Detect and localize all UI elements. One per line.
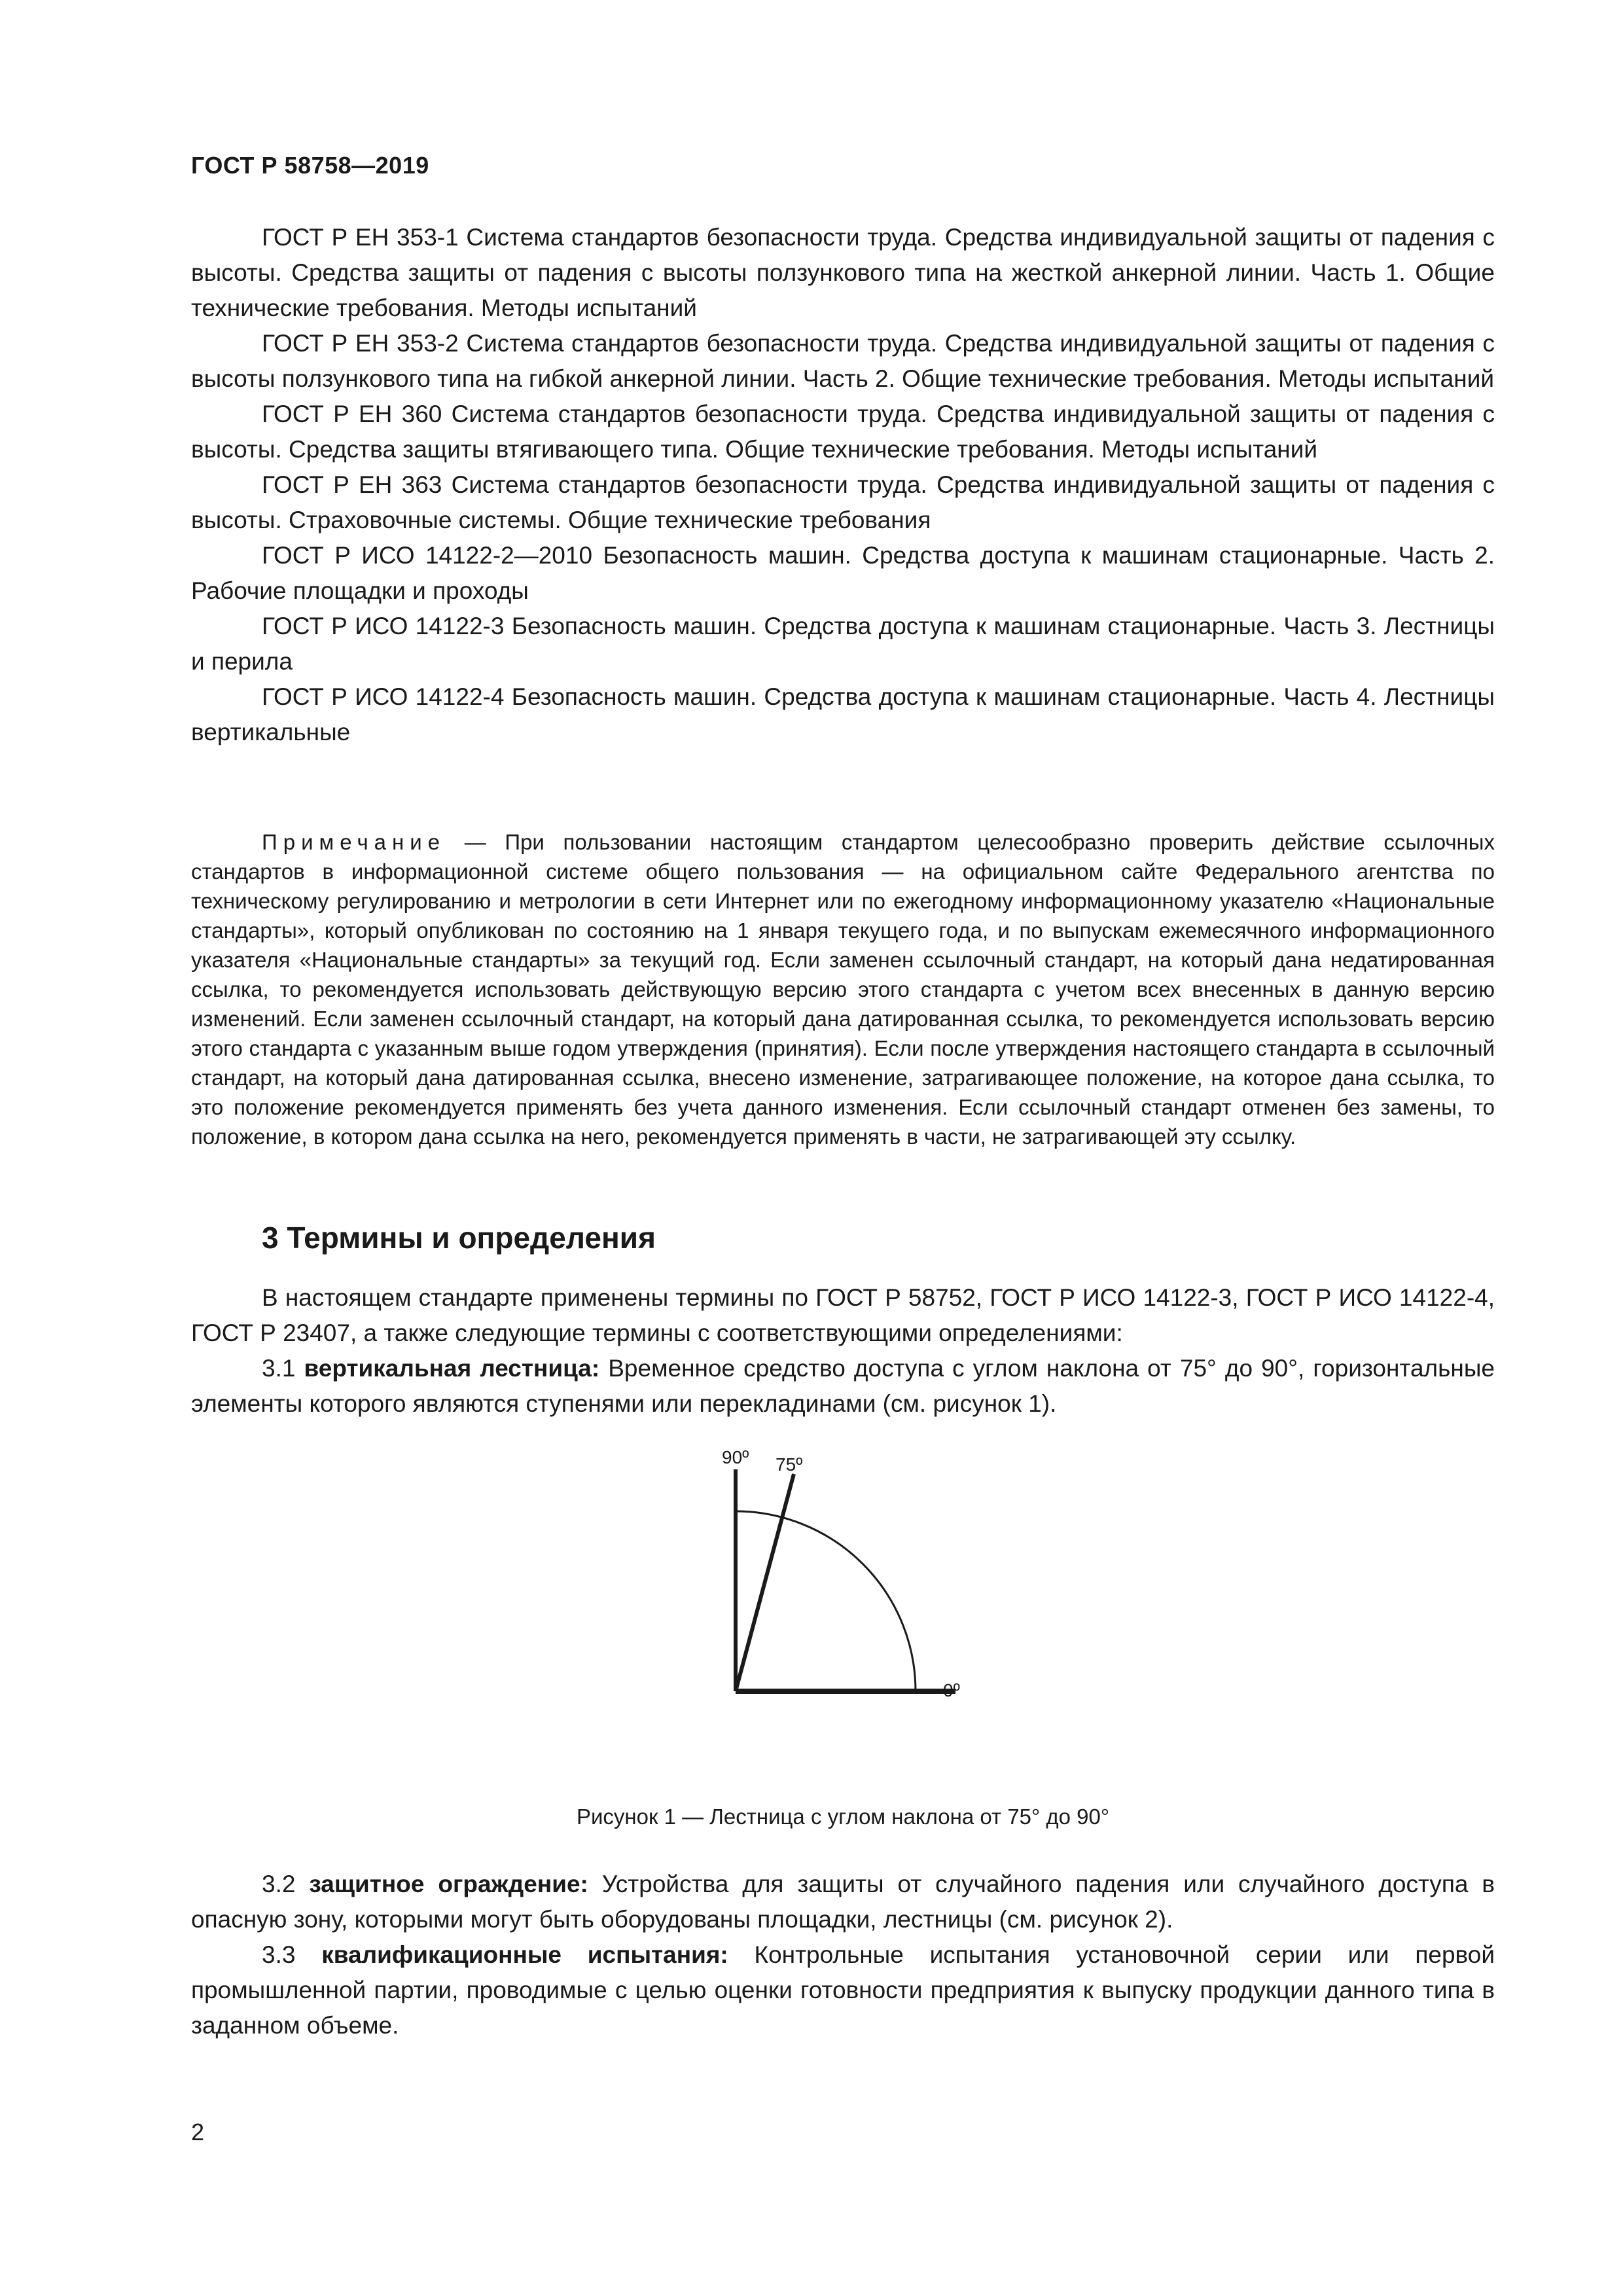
figure-ladder-angle (687, 1443, 982, 1770)
angle-0-label: 0º (943, 1680, 960, 1700)
term-item (191, 1351, 1495, 1422)
section-intro: В настоящем стандарте применены термины по ГОСТ Р 58752, ГОСТ Р ИСО 14122-3, ГОСТ Р ИСО 14122-4, ГОСТ Р 23407, а также следующие термины с соответствующими определениями: (191, 1284, 1495, 1346)
note-paragraph (191, 827, 1495, 1151)
term-name: защитное ограждение: (309, 1871, 588, 1897)
document-header: ГОСТ Р 58758—2019 (191, 152, 429, 179)
reference-title: Безопасность машин. Средства доступа к машинам стационарные. Часть 4. Лестницы вертикальные (191, 683, 1495, 745)
references-list (191, 220, 1495, 750)
reference-code: ГОСТ Р ИСО 14122-2—2010 (262, 542, 593, 569)
note-text: — При пользовании настоящим стандартом целесообразно проверить действие ссылочных стандартов в информационной системе общего пользования — на официальном сайте Федерального агентства по техническому регулированию и метрологии в сети Интернет или по ежегодному информационному указателю «Национальные стандарты», который опубликован по состоянию на 1 января текущего года, и по выпускам ежемесячного информационного указателя «Национальные стандарты» за текущий год. Если заменен ссылочный стандарт, на который дана недатированная ссылка, то рекомендуется использовать действующую версию этого стандарта с учетом всех внесенных в данную версию изменений. Если заменен ссылочный стандарт, на который дана датированная ссылка, то рекомендуется использовать версию этого стандарта с указанным выше годом утверждения (принятия). Если после утверждения настоящего стандарта в ссылочный стандарт, на который дана датированная ссылка, внесено изменение, затрагивающее положение, на которое дана ссылка, то это положение рекомендуется применять без учета данного изменения. Если ссылочный стандарт отменен без замены, то положение, в котором дана ссылка на него, рекомендуется применять в части, не затрагивающей эту ссылку. (191, 830, 1495, 1149)
angle-75-label: 75º (776, 1454, 803, 1475)
ladder-line-75 (736, 1474, 794, 1691)
note-block (191, 827, 1495, 1151)
reference-title: Безопасность машин. Средства доступа к машинам стационарные. Часть 3. Лестницы и перила (191, 613, 1495, 675)
reference-code: ГОСТ Р ЕН 353-1 (262, 224, 459, 251)
figure-caption: Рисунок 1 — Лестница с углом наклона от 75° до 90° (576, 1804, 1110, 1829)
note-label: Примечание (262, 830, 446, 854)
term-item (191, 1937, 1495, 2043)
reference-item (191, 538, 1495, 609)
term-definition: Устройства для защиты от случайного падения или случайного доступа в опасную зону, которыми могут быть оборудованы площадки, лестницы (см. рисунок 2). (191, 1871, 1495, 1933)
arc-line (736, 1511, 916, 1691)
reference-code: ГОСТ Р ЕН 360 (262, 401, 442, 427)
reference-title: Система стандартов безопасности труда. Средства индивидуальной защиты от падения с высоты. Страховочные системы. Общие технические требования (191, 471, 1495, 533)
page-number: 2 (191, 2119, 205, 2145)
term-number: 3.2 (262, 1871, 296, 1897)
section-title: 3 Термины и определения (262, 1221, 656, 1255)
reference-item (191, 326, 1495, 397)
reference-code: ГОСТ Р ЕН 363 (262, 471, 442, 498)
angle-90-label: 90º (722, 1447, 749, 1467)
reference-code: ГОСТ Р ИСО 14122-3 (262, 613, 505, 639)
reference-title: Система стандартов безопасности труда. Средства индивидуальной защиты от падения с высоты ползункового типа на гибкой анкерной линии. Часть 2. Общие технические требования. Методы испытаний (191, 330, 1495, 392)
reference-code: ГОСТ Р ИСО 14122-4 (262, 683, 505, 710)
term-name: вертикальная лестница: (304, 1355, 600, 1382)
reference-title: Система стандартов безопасности труда. Средства индивидуальной защиты от падения с высоты. Средства защиты от падения с высоты ползункового типа на жесткой анкерной линии. Часть 1. Общие технические требования. Методы испытаний (191, 224, 1495, 321)
reference-title: Система стандартов безопасности труда. Средства индивидуальной защиты от падения с высоты. Средства защиты втягивающего типа. Общие технические требования. Методы испытаний (191, 401, 1495, 463)
term-definition: Контрольные испытания установочной серии или первой промышленной партии, проводимые с целью оценки готовности предприятия к выпуску продукции данного типа в заданном объеме. (191, 1941, 1495, 2039)
reference-code: ГОСТ Р ЕН 353-2 (262, 330, 459, 357)
term-number: 3.3 (262, 1941, 296, 1968)
reference-item (191, 609, 1495, 679)
terms-intro-block (191, 1280, 1495, 1422)
reference-item (191, 679, 1495, 750)
reference-item (191, 397, 1495, 467)
reference-title: Безопасность машин. Средства доступа к машинам стационарные. Часть 2. Рабочие площадки и проходы (191, 542, 1495, 604)
term-name: квалификационные испытания: (321, 1941, 728, 1968)
reference-item (191, 467, 1495, 538)
term-number: 3.1 (262, 1355, 296, 1382)
terms-list (191, 1867, 1495, 2043)
angle-diagram (687, 1443, 982, 1770)
term-item (191, 1867, 1495, 1937)
term-definition: Временное средство доступа с углом наклона от 75° до 90°, горизонтальные элементы которого являются ступенями или перекладинами (см. рисунок 1). (191, 1355, 1495, 1417)
reference-item (191, 220, 1495, 326)
